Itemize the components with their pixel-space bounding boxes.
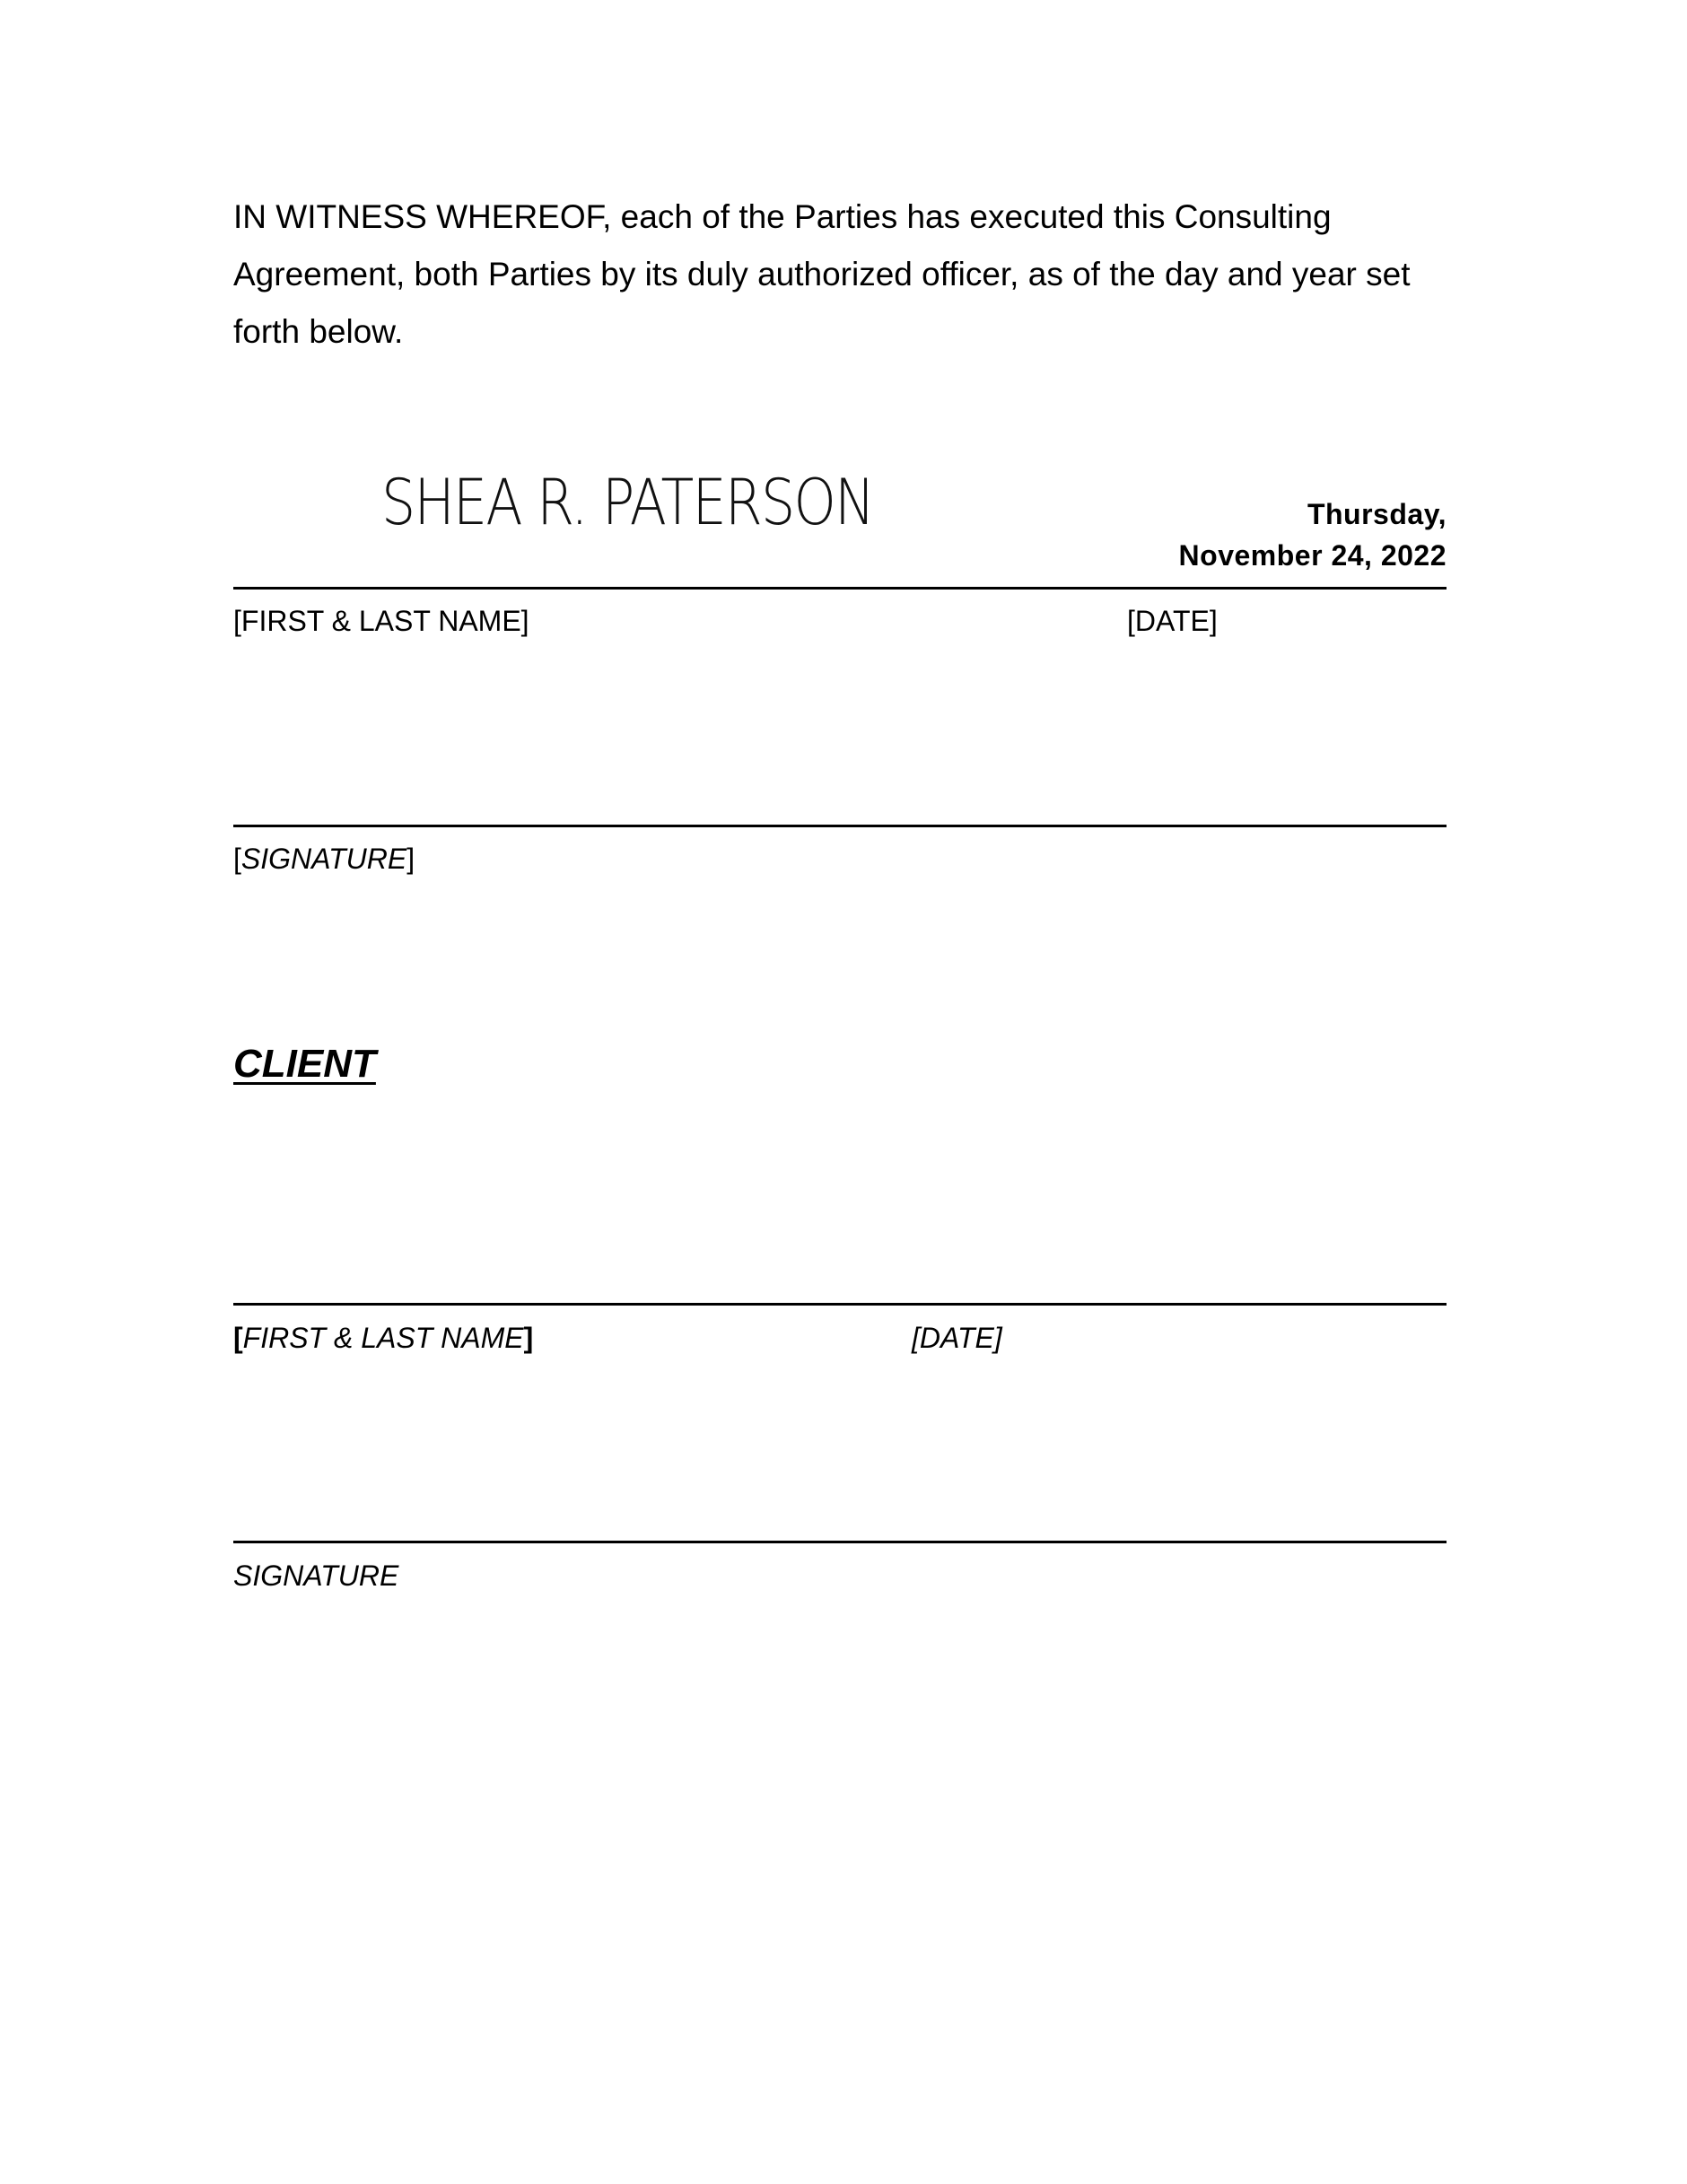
consultant-name-date-line	[233, 587, 1447, 590]
client-name-label-text: FIRST & LAST NAME	[242, 1322, 524, 1354]
consultant-date-label: [DATE]	[1127, 605, 1218, 637]
date-weekday: Thursday,	[1307, 498, 1447, 530]
client-signature-line	[233, 1541, 1447, 1543]
consultant-signature-line	[233, 825, 1447, 827]
bracket-close: ]	[523, 1322, 534, 1354]
consultant-name-label: [FIRST & LAST NAME]	[233, 605, 529, 637]
consultant-signature-label	[233, 841, 415, 877]
typed-signature-name: SHEA R. PATERSON	[381, 466, 874, 539]
client-date-label: [DATE]	[912, 1322, 1002, 1354]
client-signature-label: SIGNATURE	[233, 1559, 399, 1592]
client-name-label	[233, 1320, 533, 1356]
client-heading: CLIENT	[233, 1042, 376, 1086]
signature-label-text: SIGNATURE	[240, 843, 407, 875]
client-name-date-line	[233, 1303, 1447, 1306]
bracket-close: ]	[406, 843, 415, 875]
consultant-date-value	[1179, 494, 1447, 576]
date-full: November 24, 2022	[1178, 539, 1447, 572]
witness-paragraph: IN WITNESS WHEREOF, each of the Parties has executed this Consulting Agreement, both Parties by its duly authorized officer, as of the day and year set forth below.	[233, 198, 1411, 350]
bracket-open: [	[233, 843, 241, 875]
bracket-open: [	[233, 1322, 243, 1354]
